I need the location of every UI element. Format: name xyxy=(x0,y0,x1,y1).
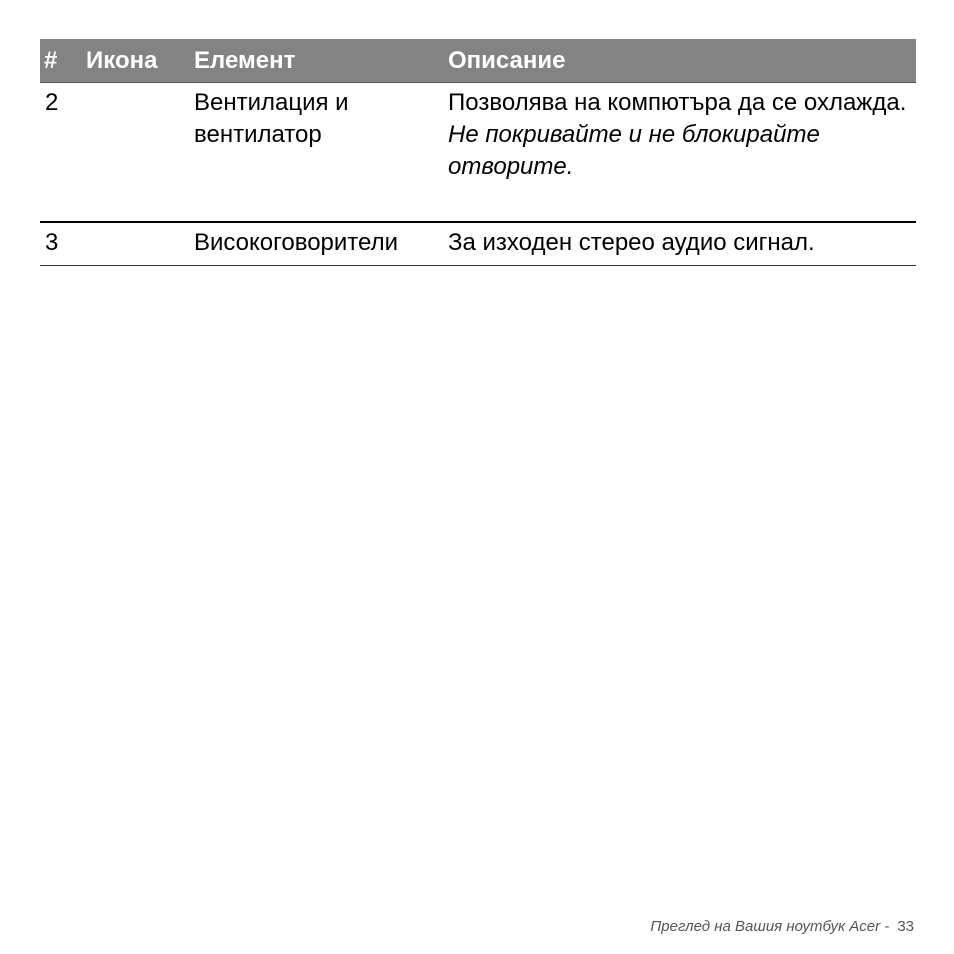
row-description-text: Позволява на компютъра да се охлажда. xyxy=(448,89,907,116)
row-number: 2 xyxy=(40,83,80,223)
row-item xyxy=(188,83,442,223)
page-footer xyxy=(650,918,914,935)
table-header xyxy=(40,39,916,83)
row-description-note: Не покривайте и не блокирайте отворите. xyxy=(448,121,820,180)
components-table xyxy=(40,39,916,266)
header-icon: Икона xyxy=(80,39,188,83)
row-icon xyxy=(80,222,188,266)
table-header-row xyxy=(40,39,916,83)
header-item: Елемент xyxy=(188,39,442,83)
row-description: За изходен стерео аудио сигнал. xyxy=(442,222,916,266)
header-description: Описание xyxy=(442,39,916,83)
row-item: Високоговорители xyxy=(188,222,442,266)
row-description xyxy=(442,83,916,223)
row-icon xyxy=(80,83,188,223)
header-number: # xyxy=(40,39,80,83)
row-item-line: Вентилация и xyxy=(194,89,349,116)
row-item-line: вентилатор xyxy=(194,121,322,148)
table-body xyxy=(40,83,916,266)
table-row xyxy=(40,222,916,266)
footer-title: Преглед на Вашия ноутбук Acer - xyxy=(650,918,890,935)
row-number: 3 xyxy=(40,222,80,266)
page-number: 33 xyxy=(897,918,914,935)
table-row xyxy=(40,83,916,223)
